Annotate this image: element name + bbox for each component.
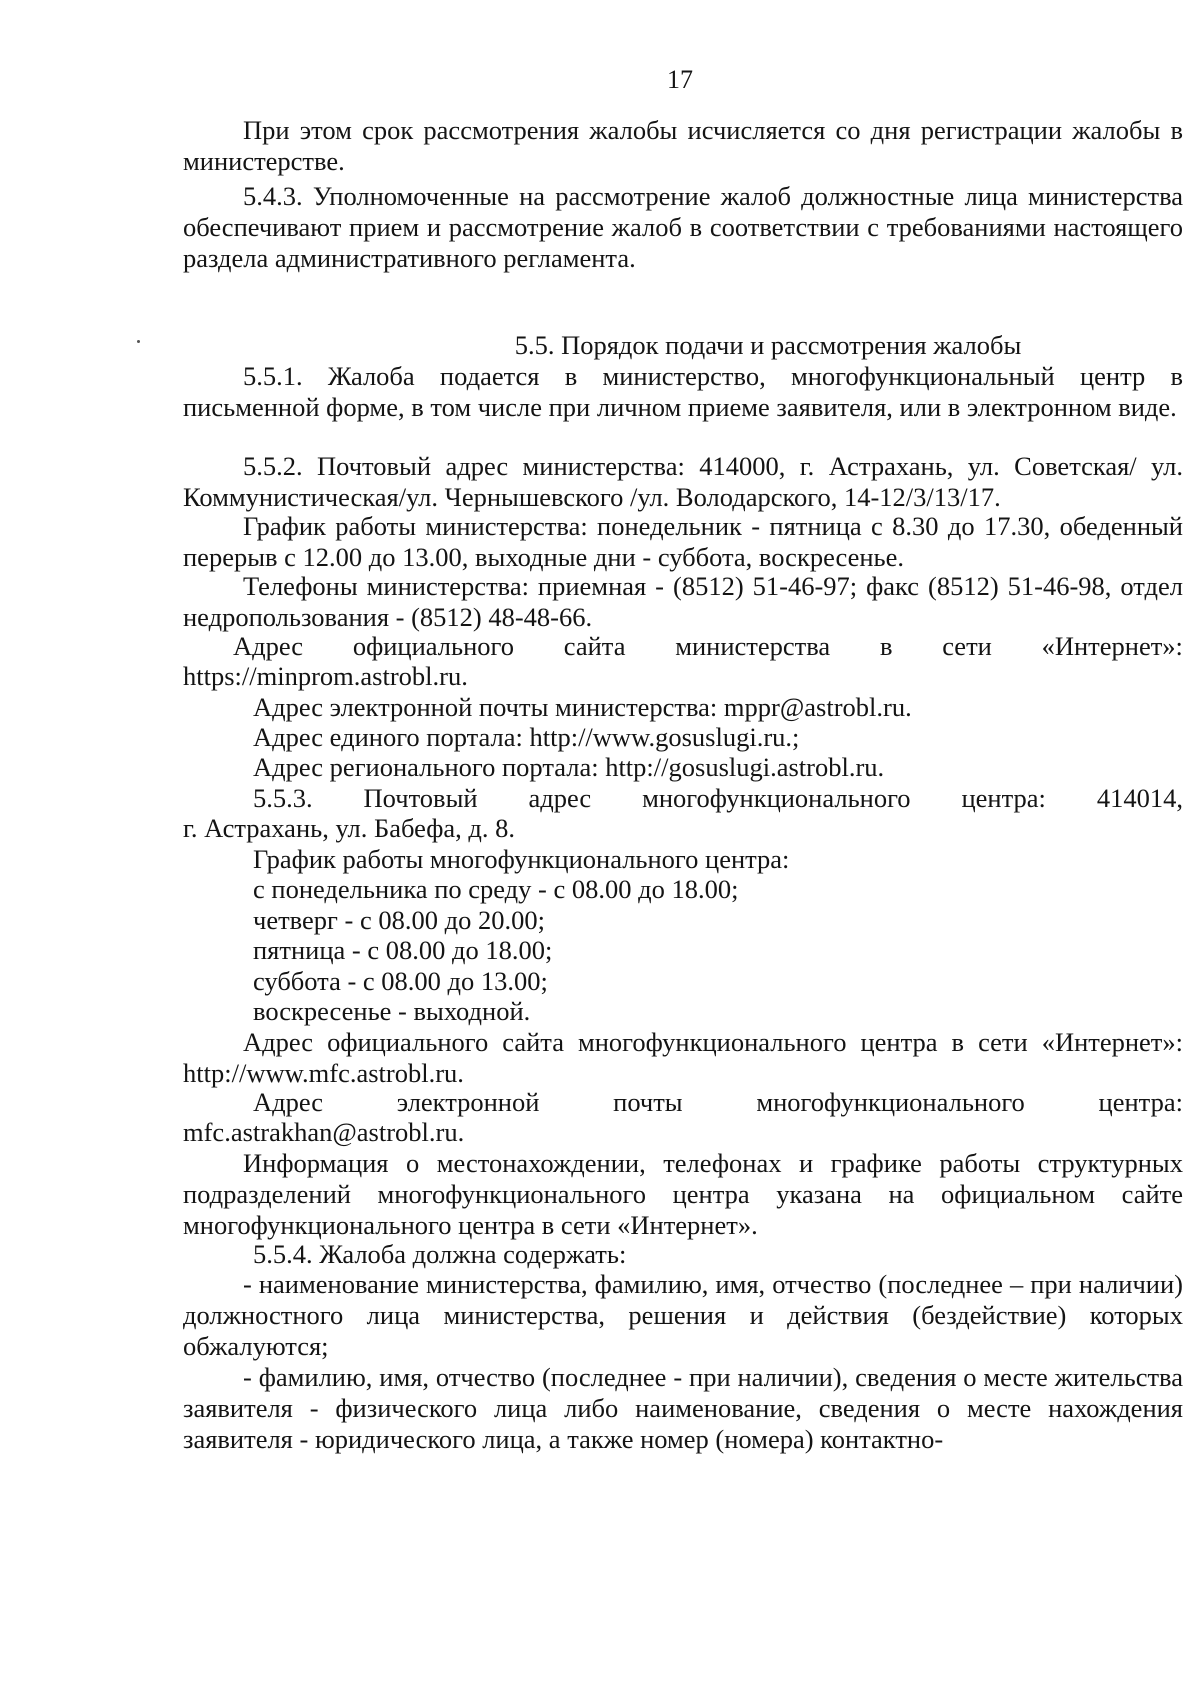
paragraph-intro: При этом срок рассмотрения жалобы исчисляется со дня регистрации жалобы в министерстве. [183,115,1183,176]
mfc-email-word: многофункционального [756,1087,1025,1117]
mfc-schedule-item: четверг - с 08.00 до 20.00; [253,905,545,935]
site-word: министерства [675,631,831,661]
mfc-schedule-title: График работы многофункционального центра: [253,844,790,874]
paragraph-ministry-schedule: График работы министерства: понедельник - пятница с 8.30 до 17.30, обеденный перерыв с 12.00 до 13.00, выходные дни - суббота, воскресенье. [183,511,1183,572]
ministry-email-line: Адрес электронной почты министерства: mppr@astrobl.ru. [253,692,912,722]
mfc-email-word: почты [613,1087,683,1117]
paragraph-mfc-site: Адрес официального сайта многофункционального центра в сети «Интернет»: http://www.mfc.astrobl.ru. [183,1027,1183,1088]
site-word: официального [352,631,514,661]
complaint-content-item: - фамилию, имя, отчество (последнее - при наличии), сведения о месте жительства заявителя - физического лица либо наименование, сведения о месте нахождения заявителя - юридического лица, а также номер (номера) контактно- [183,1362,1183,1454]
mfc-schedule-item: с понедельника по среду - с 08.00 до 18.00; [253,874,739,904]
paragraph-5-4-3: 5.4.3. Уполномоченные на рассмотрение жалоб должностные лица министерства обеспечивают прием и рассмотрение жалоб в соответствии с требованиями настоящего раздела административного регламента. [183,181,1183,273]
site-word: в [879,631,893,661]
mfc-email-word: центра: [1098,1087,1183,1117]
site-word: сайта [563,631,626,661]
unified-portal-line: Адрес единого портала: http://www.gosuslugi.ru.; [253,722,800,752]
mfc-address-word: 414014, [1096,783,1183,813]
site-url: https://minprom.astrobl.ru. [183,661,468,691]
paragraph-5-5-2: 5.5.2. Почтовый адрес министерства: 414000, г. Астрахань, ул. Советская/ ул. Коммунистическая/ул. Чернышевского /ул. Володарского, 14-12/3/13/17. [183,451,1183,512]
mfc-email-line [253,1087,1183,1118]
mfc-schedule-item: пятница - с 08.00 до 18.00; [253,935,553,965]
paragraph-mfc-info: Информация о местонахождении, телефонах и графике работы структурных подразделений многофункционального центра указана на официальном сайте многофункционального центра в сети «Интернет». [183,1148,1183,1240]
mfc-address-continuation: г. Астрахань, ул. Бабефа, д. 8. [183,813,516,843]
mfc-address-word: центра: [961,783,1046,813]
mfc-email-word: Адрес [253,1087,324,1117]
mfc-address-line [253,783,1183,814]
paragraph-5-5-4: 5.5.4. Жалоба должна содержать: [253,1239,627,1269]
site-word: Адрес [233,631,304,661]
mfc-email-word: электронной [396,1087,540,1117]
page-number: 17 [667,65,693,94]
mfc-schedule-item: суббота - с 08.00 до 13.00; [253,966,548,996]
site-word: сети [942,631,992,661]
site-word: «Интернет»: [1041,631,1183,661]
mfc-schedule-item: воскресенье - выходной. [253,996,531,1026]
site-address-line [233,631,1183,662]
section-heading-5-5: 5.5. Порядок подачи и рассмотрения жалобы [514,330,1022,360]
regional-portal-line: Адрес регионального портала: http://gosuslugi.astrobl.ru. [253,752,885,782]
complaint-content-item: - наименование министерства, фамилию, имя, отчество (последнее – при наличии) должностного лица министерства, решения и действия (бездействие) которых обжалуются; [183,1269,1183,1361]
mfc-email-continuation: mfc.astrakhan@astrobl.ru. [183,1117,465,1147]
scan-speck [137,340,140,343]
mfc-address-word: 5.5.3. [253,783,313,813]
mfc-address-word: адрес [528,783,592,813]
paragraph-5-5-1: 5.5.1. Жалоба подается в министерство, многофункциональный центр в письменной форме, в том числе при личном приеме заявителя, или в электронном виде. [183,361,1183,422]
mfc-address-word: многофункционального [642,783,911,813]
paragraph-ministry-phones: Телефоны министерства: приемная - (8512) 51-46-97; факс (8512) 51-46-98, отдел недропользования - (8512) 48-48-66. [183,571,1183,632]
mfc-address-word: Почтовый [363,783,478,813]
